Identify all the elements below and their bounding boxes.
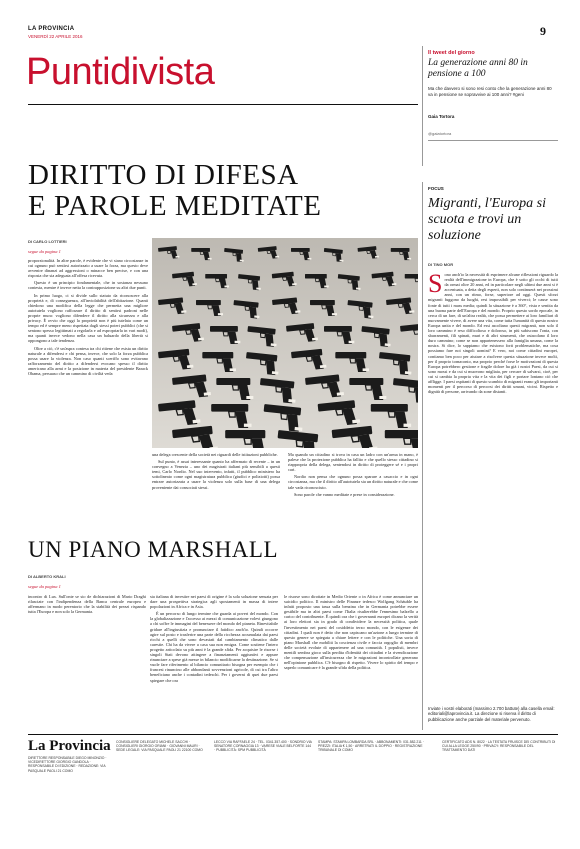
tweet-headline: La generazione anni 80 in pensione a 100 (428, 58, 528, 79)
main-headline (28, 160, 418, 222)
focus-dropcap: S (428, 272, 443, 298)
section-title-b: di (110, 51, 139, 93)
paper-name: LA PROVINCIA (28, 26, 75, 32)
main-author: DI CARLO LOTTIERI (28, 239, 67, 244)
second-col1-p1: incontro di Lux. Sull'onte se sio de dichiarazioni di Mario Draghi rilasciate con l'indipendenza della Banca centrale europea e affermano in modo perentorio che la stabilità dei prezzi rispando tutta l'Europa e non solo la Germania. (28, 594, 146, 615)
main-headline-line-1: DIRITTO DI DIFESA (28, 159, 299, 191)
second-col3-p1: le risorse sono dirottate in Medio Oriente o in Africa è come annunciare un suicidio politico. Il ministro delle Finanze tedesco Wolfgang Schäuble ha infatti proposto una tassa sulla benzina che in Germania potrebbe essere gestibile ma in altri paesi come l'Italia risulterebbe l'ennesimo balzello a carico del contribuente. È quindi ora che i governanti europei dicano la verità ai loro elettori sia in grado di condividere la necessità politica, quale l'investimento nei paesi del cosiddetto terzo mondo, con le esigenze dei cittadini. I quali non è detto che non capiscano un'azione a lungo termine di questo genere se spiegata a chiare lettere e con le politiche. Una sorta di piano Marshall che mobiliti la coscienza civile e faccia orgoglio di membri delle società evolute di appartenere ad una comunità. I populisti, invece mentili sembra gioco sulla perdita d'identità dei cittadini e la rivendicazione che compensazione all'insicurezza che le migrazioni incontrollate generano nell'opinione pubblica. C'è bisogno di rispetto. Vivere lo spirito del tempo e saperlo comunicare è la grande sfida della politica. (284, 594, 418, 671)
focus-tag: FOCUS (428, 186, 444, 191)
tweet-quote: Ma che davvero si sono resi conto che la generazione anni 80 va in pensione se sopravvive ai 100 anni? #geni (428, 86, 552, 97)
pistols-photo (152, 238, 418, 448)
footer-col-1: DIRETTORE RESPONSABILE DIEGO MINONZIO · VICEDIRETTORE GIORGIO GANDOLA · RESPONSABILE DI EDIZIONE · REDAZIONE: VIA PASQUALE PAOLI 21 COMO (28, 756, 107, 773)
main-col1-p1: proporzionalità. In altre parole, è evidente che vi siano circostanze in cui ognuno può sentirsi autorizzato a usare la forza, ma questo deve avvenire dinanzi ad aggressioni o minacce ben precise, e con una risposta che sia adeguata all'offesa ricevuta. (28, 258, 148, 279)
focus-body-text: ono anch'io la necessità di esprimere alcune riflessioni riguardo la realtà dell'immigrazione in Europa, che è sotto gli occhi di tutti da ormai oltre 20 anni, ed in particolare negli ultimi due anni si è accentuata, a detta degli esperti, non solo continuerà nei prossimi anni, con un ritmo, forse, superiore ad oggi. Questi sforzi migranti fuggono da luoghi, resi impossibili per viverci; le cause sono fonte di tutti i mass media; quindi la situazione è a 360°, vista e sentita da una buona parte dell'Europa e del mondo. Proprio questo sordo epocale, in cerca di un fare, di un'altra realtà, che possa permettere ai loro familiari di nuovamente vivere, di avere una vita, come tutta l'umanità di questo nostro Europa unita e del mondo. Ed essi ascoltano questi migranti, non solo il loro cammino è reso difficoltoso e doloroso, in più subiscono l'onta, con sbarramenti, fili spinati, muri e di altri strumenti, che ostacolano il loro duro cammino; come se non appartenessero alla famiglia umana, come la nostra. Si dice, lo sappiamo che esistono forti problematiche, ma cosa possiamo fare noi singoli uomini? E vero, noi come cittadini europei, contiamo ben poco per aiutare a risolvere questa situazione invece molti, per il proprio tornaconto, ma proprio perché forse le motivazioni di questa Europa potrebbero gestione e fragile dolore ha già i nostri Paesi, da cui si sono mossi e da cui si muovono migliaia, per cercare di salvarsi, cioè, per cui si cambia la propria vita e la vita dei figli e portare lontano ciò che affligge. I paesi ospitanti di questo scambio di migranti erano gli importanti momenti per il percorso di percorsi dei diritti umani, vicini. Rispetto e dignità di persone, arrivando da zone distanti. (428, 272, 558, 395)
section-title-c: vista (138, 51, 215, 93)
footer-logo: La Provincia (28, 738, 111, 754)
page-number: 9 (540, 24, 546, 38)
main-headline-line-2: E PAROLE MEDITATE (28, 190, 322, 222)
main-col1-p3: In primo luogo, ci si divide sullo statuto da riconoscere alla proprietà e, di conseguenza, all'inviolabilità dell'abitazione. Quanti chiedono una modifica della legge che permetta una migliore autotutela vogliono rafforzare il diritto di sentirsi padroni nelle proprie mura: vogliono difendere il diritto alla sicurezza e alla privacy. È ovvio che oggi la proprietà non è più tutelata come un tempo ed è sempre meno rispettata dagli stessi poteri pubblici (che si sentono spesso legittimati a regolarla e ad espropriarla in vari modi), ma quanti invece vedono nella casa un baluardo della libertà si oppongono a tale tendenza. (28, 292, 148, 344)
second-col2-p1: sta italiana di investire nei paesi di origine è la sola soluzione sensata per dare una prospettiva strategica agli spostamenti in massa di intere popolazioni in Africa e in Asia. (150, 594, 278, 610)
footer-rule (28, 734, 558, 735)
main-col2-p1: una delega crescente della società nei riguardi delle istituzioni pubbliche. (152, 452, 278, 457)
footer-col-5: CERTIFICATO ADS N. 8022 · LA TESTATA FRUISCE DEI CONTRIBUTI DI CUI ALLA LEGGE 250/90 · PRIVACY: RESPONSABILE DEL TRATTAMENTO DATI (442, 740, 556, 753)
tweet-bottom-rule (428, 140, 558, 141)
focus-body (428, 272, 558, 704)
focus-footer-note: Inviate i vostri elaborati (massimo 2.700 battute) alla casella email: editoriali@laprovincia.it. La direzione si riserva il diritto di pubblicazione anche parziale del materiale pervenuto. (428, 706, 555, 722)
section-title (26, 50, 214, 94)
footer-col-4: STAMPA: STAMPA LOMBARDA SRL · ABBONAMENTI: 031.582.211 · PREZZI: ITALIA € 1,50 · ARRETRATI IL DOPPIO · REGISTRAZIONE TRIBUNALE DI COMO (318, 740, 424, 753)
pistols-illustration (152, 238, 418, 448)
main-column-1 (28, 258, 148, 528)
footer-col-2: CONSIGLIERE DELEGATO MICHELE SACCHI · CONSIGLIERI GIORGIO ORIANI · GIOVANNI MAURI · SEDE LEGALE: VIA PASQUALE PAOLI 21 22100 COMO (116, 740, 203, 753)
header-rule (28, 104, 418, 105)
focus-author: DI TINO MOR (428, 262, 454, 267)
main-col3-p3: Sono parole che vanno meditate e prese in considerazione. (294, 491, 395, 497)
second-headline: UN PIANO MARSHALL (28, 537, 279, 562)
main-column-2 (152, 452, 280, 528)
tweet-divider (422, 46, 423, 166)
main-continued: segue da pagina 1 (28, 249, 61, 254)
tweet-author: Gaia Tortora (428, 114, 455, 119)
focus-headline: Migranti, l'Europa si scuota e trovi un soluzione (428, 196, 546, 243)
second-continued: segue da pagina 1 (28, 584, 61, 589)
main-col1-p4: Oltre a ciò, c'è un'aspra contesa tra chi ritiene che esista un diritto naturale a difendersi e chi pensa, invece, che solo la forza pubblica possa usare la violenza. Non caso quanti sceriffo sono evitavano rafforzamento del diritto a difendersi evocano spesso il diritto americano alla armi e la posizione in materia del presidente Barack Obama, persuaso che un cammino di civiltà veda (28, 345, 148, 376)
main-column-3 (288, 452, 418, 528)
footer-col-3: LECCO VIA RAFFAELE 24 · TEL. 0341.357.400 · SONDRIO VIA SENATORE CORNAGGIA 13 · VARESE VIALE BELFORTE 144 · PUBBLICITÀ: SPM PUBBLICITÀ (214, 740, 312, 753)
main-col2-p2: Sul punto, è assai interessante quanto ha affermato di recente – in un convegno a Venezia – uno dei magistrati italiani più sensibili a questi temi, Carlo Nordio. Nel suo intervento, infatti, il pubblico ministero ha sottolineato come ogni magistratura pubblica (giudici e poliziotti) possa entrare autorizzata a usare la violenza solo sulla base di una delega proveniente dai consociati stessi. (152, 459, 280, 490)
section-title-a: Punti (26, 51, 111, 93)
second-column-3 (284, 594, 418, 724)
second-column-1 (28, 594, 146, 724)
focus-divider (422, 182, 423, 730)
issue-date: VENERDÌ 22 APRILE 2016 (28, 34, 83, 39)
main-col1-p2: Questo è un principio fondamentale, che in sostanza nessuno contesta, mentre è invece netta la contrapposizione su altri due punti. (28, 280, 148, 291)
second-column-2 (150, 594, 278, 724)
main-col3-p2: Nordio non pensa che ognuno possa sparare a casaccio e in ogni circostanza, ma che il diritto all'autotutela sia un diritto naturale e che come tale vada riconosciuto. (288, 474, 418, 490)
tweet-handle: @gaiatortora (428, 131, 452, 136)
second-col2-p2: È un percorso di lungo termine che guarda ai poveri del mondo. Con la globalizzazione e l'accesso ai mezzi di comunicazione volevi giungono a chi soffre le immagini del benessere del mondo del pianeta. Rinevitabile gridare all'ingiustizia e pronunciare il fatidico anch'io. Quindi occorre agire sul posto e trasferire una parte della ricchezza accumulata dai paesi ricchi a quelli che sono devastati dal cambiamento climatico dalle carestie. Chi ha da vivere a casa sua non emigra. Come sostiene l'intero progetto articolato su più anni è la grande sfida. Per acquisire le risorse i singoli Stati devono attingere a finanziamenti aggiuntivi e appure rinunciare a spese già messe in bilancio modificarne la destinazione. Se si vuole fare riferimento al bilancio comunitario bisogna per esempio che i francesi rinuncino alle abbondanti sovvenzioni agricole, di cui tra l'altro beneficiano anche i contadini tedeschi. Per i governi di quei due paesi spiegare che ora (150, 611, 278, 683)
second-author: DI ALBERTO KRALI (28, 574, 66, 579)
main-col3-p1: Ma quando un cittadino si trova in casa un ladro con un'arma in mano, è palese che la protezione pubblica ha fallito e che quello stesso cittadino si riappropria della delega, sentendosi in diritto di proteggere sé e i propri cari. (288, 452, 418, 473)
tweet-kicker: Il tweet del giorno (428, 50, 475, 56)
